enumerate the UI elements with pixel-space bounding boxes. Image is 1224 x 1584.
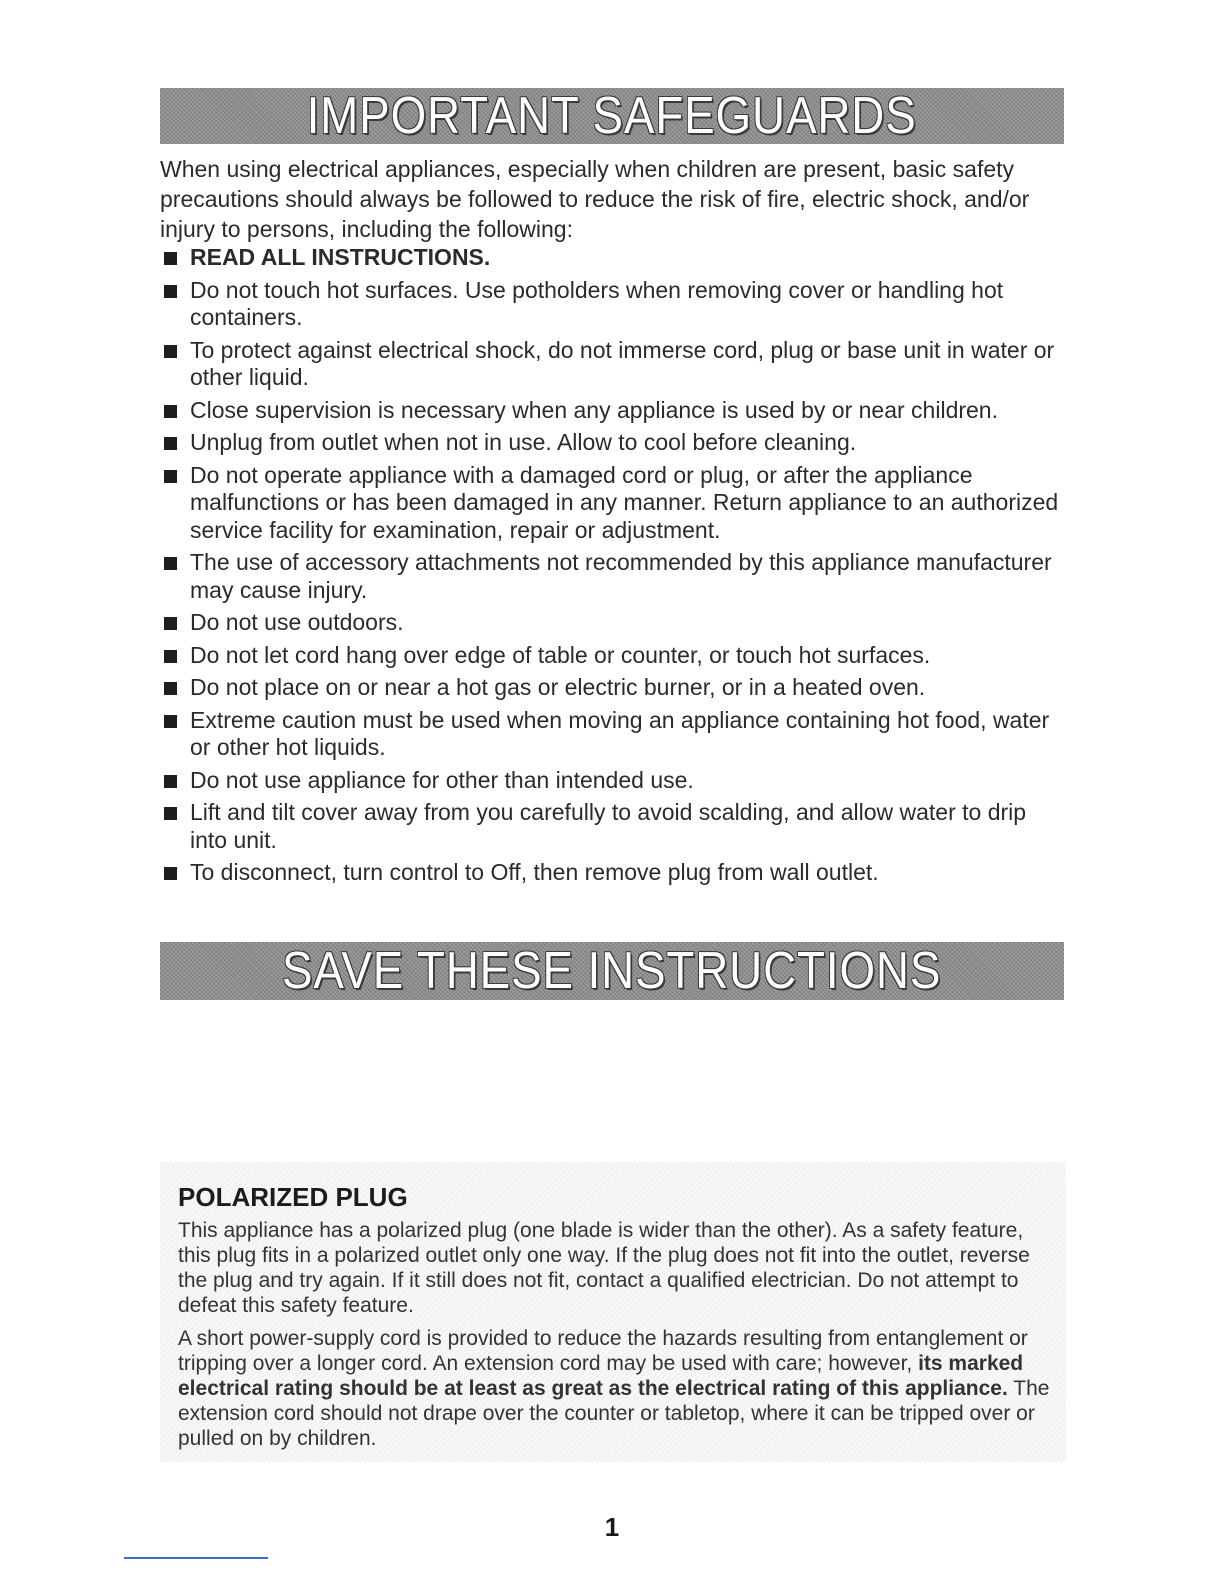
rating-warning: its marked electrical rating should be at least as great as the electrical rating of this appliance. — [178, 1352, 1024, 1400]
safeguards-list — [160, 244, 1060, 892]
bullet-square-icon — [164, 715, 177, 728]
list-item: Extreme caution must be used when moving an appliance containing hot food, water or other hot liquids. — [160, 707, 1060, 762]
list-item: To protect against electrical shock, do not immerse cord, plug or base unit in water or other liquid. — [160, 337, 1060, 392]
save-instructions-title: SAVE THESE INSTRUCTIONS — [282, 942, 942, 1000]
bullet-square-icon — [164, 470, 177, 483]
list-item: READ ALL INSTRUCTIONS. — [160, 244, 1060, 272]
polarized-plug-section — [160, 1162, 1066, 1462]
list-item: Do not use outdoors. — [160, 609, 1060, 637]
bullet-square-icon — [164, 252, 177, 265]
polarized-plug-paragraph-2: A short power-supply cord is provided to reduce the hazards resulting from entanglement or tripping over a longer cord. An extension cord may be used with care; however, its marked electrical rating should be at least as great as the electrical rating of this appliance. The extension cord should not drape over the counter or tabletop, where it can be tripped over or pulled on by children. — [178, 1327, 1050, 1450]
polarized-plug-paragraph-1: This appliance has a polarized plug (one blade is wider than the other). As a safety feature, this plug fits in a polarized outlet only one way. If the plug does not fit into the outlet, reverse the plug and try again. If it still does not fit, contact a qualified electrician. Do not attempt to defeat this safety feature. — [178, 1219, 1030, 1317]
list-item: Do not place on or near a hot gas or electric burner, or in a heated oven. — [160, 674, 1060, 702]
list-item: Lift and tilt cover away from you carefully to avoid scalding, and allow water to drip into unit. — [160, 799, 1060, 854]
bullet-square-icon — [164, 437, 177, 450]
bullet-square-icon — [164, 807, 177, 820]
bullet-square-icon — [164, 285, 177, 298]
list-item: Do not use appliance for other than intended use. — [160, 767, 1060, 795]
list-item: Do not operate appliance with a damaged cord or plug, or after the appliance malfunctions or has been damaged in any manner. Return appliance to an authorized service facility for examination, repair or adjustment. — [160, 462, 1060, 545]
bullet-square-icon — [164, 775, 177, 788]
list-item: To disconnect, turn control to Off, then remove plug from wall outlet. — [160, 859, 1060, 887]
bullet-square-icon — [164, 650, 177, 663]
list-item: Do not let cord hang over edge of table or counter, or touch hot surfaces. — [160, 642, 1060, 670]
save-instructions-banner — [160, 942, 1064, 1000]
list-item: The use of accessory attachments not recommended by this appliance manufacturer may cause injury. — [160, 549, 1060, 604]
bullet-square-icon — [164, 405, 177, 418]
bullet-square-icon — [164, 867, 177, 880]
page-number: 1 — [604, 1512, 620, 1542]
polarized-plug-title: POLARIZED PLUG — [178, 1182, 408, 1212]
safeguards-banner — [160, 88, 1064, 144]
footer-rule — [124, 1557, 268, 1559]
list-item: Close supervision is necessary when any appliance is used by or near children. — [160, 397, 1060, 425]
safeguards-title: IMPORTANT SAFEGUARDS — [306, 87, 918, 145]
list-item: Unplug from outlet when not in use. Allow to cool before cleaning. — [160, 429, 1060, 457]
bullet-square-icon — [164, 682, 177, 695]
bullet-square-icon — [164, 345, 177, 358]
list-item: Do not touch hot surfaces. Use potholders when removing cover or handling hot containers. — [160, 277, 1060, 332]
bullet-square-icon — [164, 557, 177, 570]
bullet-square-icon — [164, 617, 177, 630]
safeguards-intro: When using electrical appliances, especially when children are present, basic safety precautions should always be followed to reduce the risk of fire, electric shock, and/or injury to persons, including the following: — [160, 156, 1030, 242]
